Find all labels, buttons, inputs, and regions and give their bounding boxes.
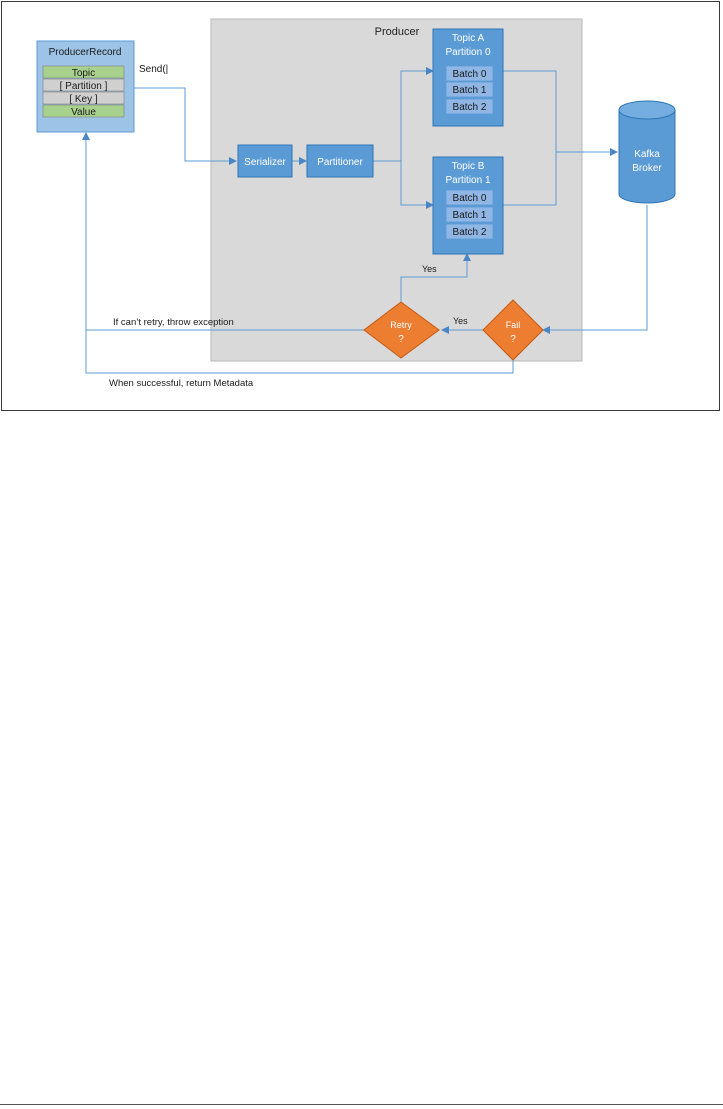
- topic-a-box: [433, 29, 503, 126]
- record-field-value-label: Value: [71, 107, 96, 118]
- record-field-key: [43, 92, 124, 105]
- record-field-partition-label: [ Partition ]: [59, 81, 108, 92]
- broker-line1: Kafka: [634, 149, 660, 160]
- record-field-topic-label: Topic: [71, 68, 96, 79]
- fail-line1: Fail: [505, 320, 521, 330]
- label-yes-fail: Yes: [453, 316, 468, 326]
- topic-b-box: [433, 157, 503, 254]
- topic-b-title: Topic B: [451, 161, 485, 172]
- producer-record: [37, 41, 134, 132]
- kafka-producer-diagram: [0, 0, 723, 412]
- producer-record-title: ProducerRecord: [48, 47, 122, 58]
- partitioner-label: Partitioner: [317, 157, 363, 168]
- topic-a-title: Topic A: [451, 33, 485, 44]
- send-label: Send(|: [139, 64, 169, 75]
- topic-a-batch-0: Batch 0: [452, 69, 487, 80]
- serializer-box: [238, 145, 292, 177]
- serializer-label: Serializer: [244, 157, 286, 168]
- fail-line2: ?: [510, 334, 516, 345]
- topic-b-batch-2: Batch 2: [452, 227, 487, 238]
- retry-line2: ?: [398, 334, 404, 345]
- producer-title: Producer: [374, 26, 420, 38]
- label-return-metadata: When successful, return Metadata: [109, 378, 254, 389]
- topic-a-partition: Partition 0: [445, 47, 491, 58]
- label-yes-retry: Yes: [422, 264, 437, 274]
- topic-b-batch-1: Batch 1: [452, 210, 487, 221]
- record-field-key-label: [ Key ]: [69, 94, 98, 105]
- topic-b-partition: Partition 1: [445, 175, 491, 186]
- topic-a-batch-1: Batch 1: [452, 85, 487, 96]
- partitioner-box: [307, 145, 373, 177]
- record-field-value: [43, 105, 124, 118]
- label-throw-exception: If can’t retry, throw exception: [113, 317, 234, 328]
- broker-line2: Broker: [632, 163, 662, 174]
- topic-b-batch-0: Batch 0: [452, 193, 487, 204]
- record-field-partition: [43, 79, 124, 92]
- topic-a-batch-2: Batch 2: [452, 102, 487, 113]
- record-field-topic: [43, 66, 124, 79]
- kafka-broker-cylinder: [619, 101, 675, 203]
- retry-line1: Retry: [390, 320, 412, 330]
- page-bottom-rule: [0, 1104, 723, 1105]
